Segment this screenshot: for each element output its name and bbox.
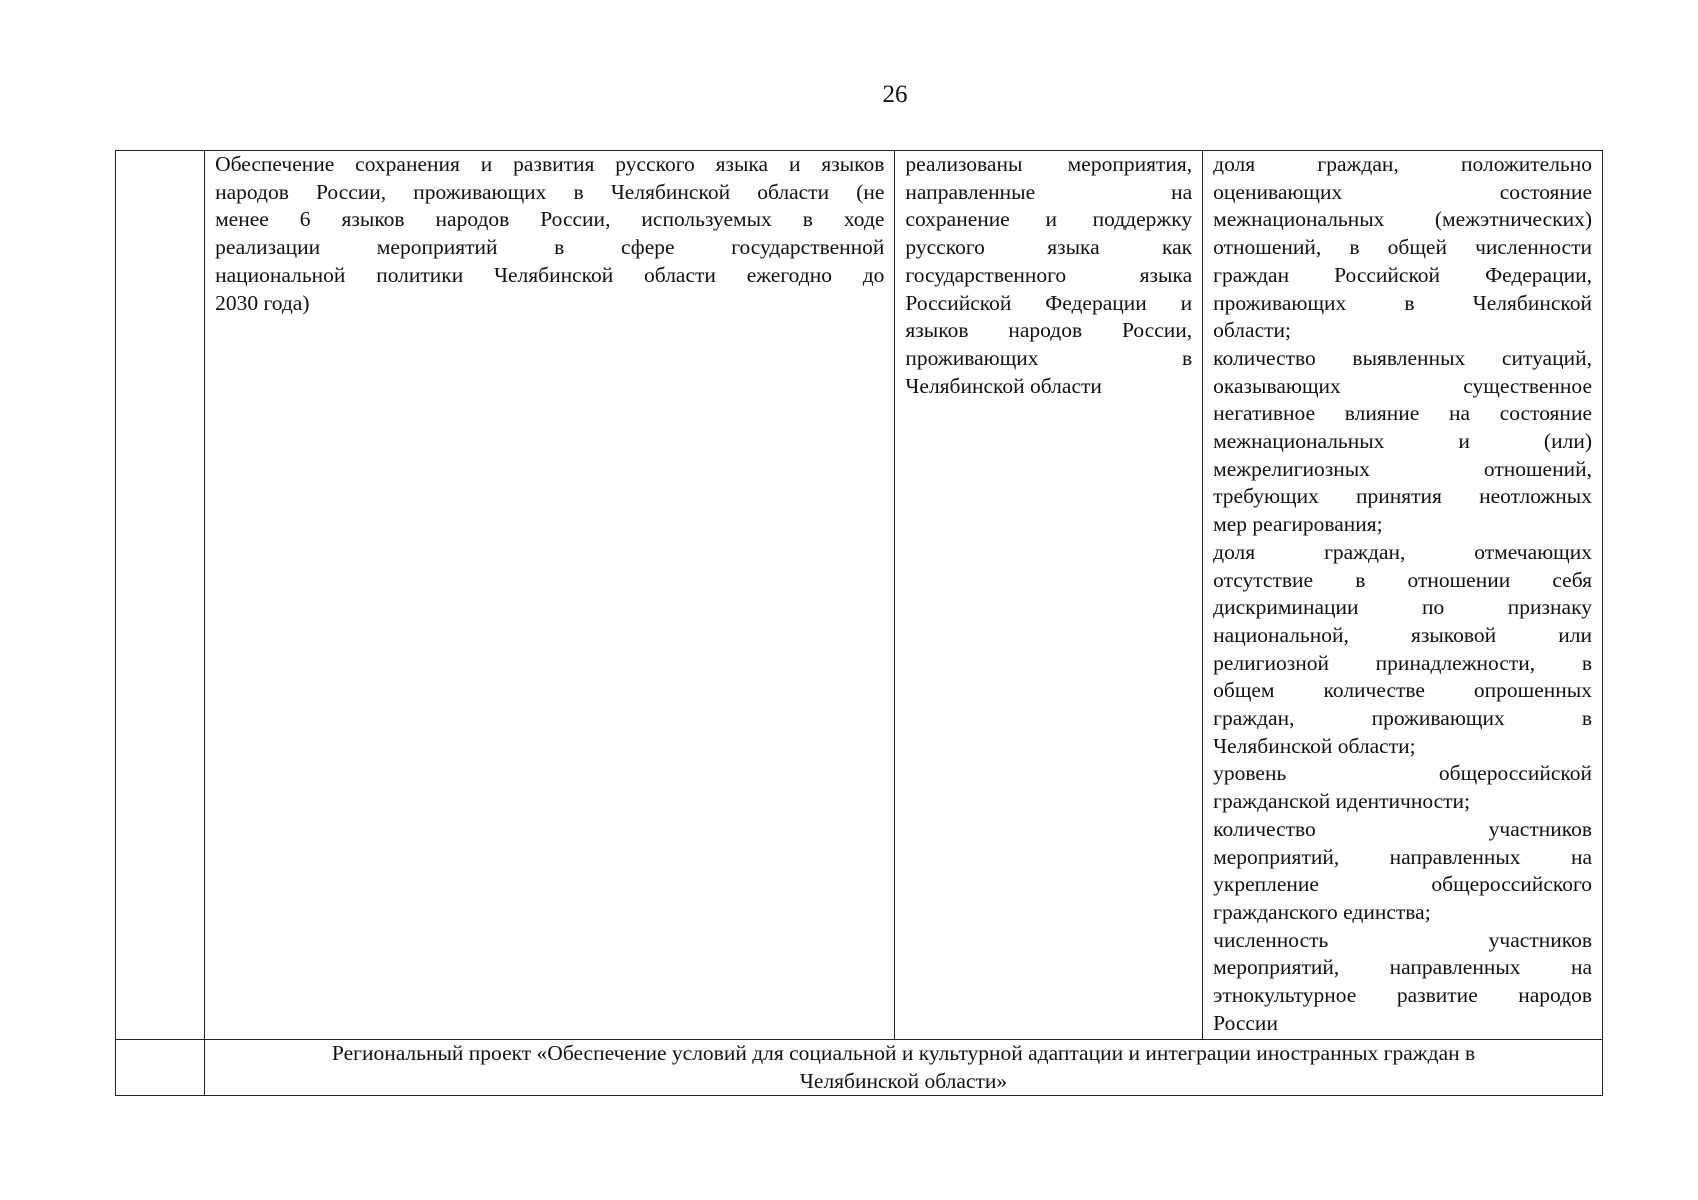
result-line: государственного языка (905, 262, 1193, 287)
indicator-line: гражданской идентичности; (1213, 789, 1471, 814)
indicator-line: отсутствие в отношении себя (1213, 567, 1592, 592)
indicator-line: России (1213, 1010, 1278, 1035)
regional-project-cell (205, 1040, 1603, 1096)
indicator-line: количество участников (1213, 816, 1592, 841)
indicator-line: Челябинской области; (1213, 733, 1416, 758)
indicator-line: проживающих в Челябинской (1213, 290, 1592, 315)
row-number-cell (116, 1040, 205, 1096)
row-number-cell (116, 151, 205, 1040)
indicator-line: доля граждан, отмечающих (1213, 539, 1592, 564)
result-line: Челябинской области (905, 373, 1102, 398)
indicator-line: мероприятий, направленных на (1213, 955, 1592, 980)
indicators-cell (1203, 151, 1603, 1040)
indicator-line: доля граждан, положительно (1213, 152, 1592, 176)
result-cell (895, 151, 1203, 1040)
page-number: 26 (882, 81, 908, 108)
result-line: направленные на (905, 179, 1193, 204)
indicator-line: межнациональных (межэтнических) (1213, 207, 1592, 232)
indicator-line: негативное влияние на состояние (1213, 401, 1592, 426)
result-line: Российской Федерации и (905, 290, 1193, 315)
result-line: проживающих в (905, 345, 1193, 370)
indicator-line: граждан, проживающих в (1213, 706, 1592, 731)
regional-project-title-line: Челябинской области» (799, 1068, 1008, 1093)
task-text (215, 151, 884, 317)
indicator-line: оценивающих состояние (1213, 179, 1592, 204)
regional-project-title-line: Региональный проект «Обеспечение условий для социальной и культурной адаптации и интеграции иностранных граждан в (331, 1041, 1476, 1065)
indicator-line: межнациональных и (или) (1213, 429, 1592, 454)
indicator-line: требующих принятия неотложных (1213, 484, 1592, 509)
result-line: сохранение и поддержку (905, 207, 1193, 232)
program-table (115, 150, 1603, 1096)
task-line: Обеспечение сохранения и развития русского языка и языков (215, 152, 885, 176)
indicator-line: общем количестве опрошенных (1213, 678, 1592, 703)
indicator-line: мер реагирования; (1213, 512, 1383, 537)
indicator-line: мероприятий, направленных на (1213, 844, 1592, 869)
indicator-line: численность участников (1213, 927, 1592, 952)
result-line: реализованы мероприятия, (905, 152, 1193, 176)
indicator-line: дискриминации по признаку (1213, 595, 1592, 620)
task-line: 2030 года) (215, 290, 310, 315)
result-text (905, 151, 1192, 400)
task-line: менее 6 языков народов России, используемых в ходе (215, 207, 885, 232)
table-row (116, 151, 1603, 1040)
result-line: языков народов России, (905, 318, 1193, 343)
task-cell (205, 151, 895, 1040)
indicator-line: национальной, языковой или (1213, 622, 1592, 647)
task-line: реализации мероприятий в сфере государственной (215, 235, 885, 260)
indicator-line: отношений, в общей численности (1213, 235, 1592, 260)
task-line: национальной политики Челябинской области ежегодно до (215, 262, 885, 287)
indicator-line: области; (1213, 318, 1291, 343)
result-line: русского языка как (905, 235, 1193, 260)
indicator-line: межрелигиозных отношений, (1213, 456, 1592, 481)
indicator-line: религиозной принадлежности, в (1213, 650, 1592, 675)
indicator-line: оказывающих существенное (1213, 373, 1592, 398)
indicator-line: этнокультурное развитие народов (1213, 983, 1592, 1008)
indicator-line: граждан Российской Федерации, (1213, 262, 1592, 287)
task-line: народов России, проживающих в Челябинской области (не (215, 179, 885, 204)
indicator-line: уровень общероссийской (1213, 761, 1592, 786)
project-row (116, 1040, 1603, 1096)
indicator-line: укрепление общероссийского (1213, 872, 1592, 897)
indicator-line: гражданского единства; (1213, 899, 1431, 924)
indicators-text (1213, 151, 1592, 1038)
indicator-line: количество выявленных ситуаций, (1213, 345, 1592, 370)
